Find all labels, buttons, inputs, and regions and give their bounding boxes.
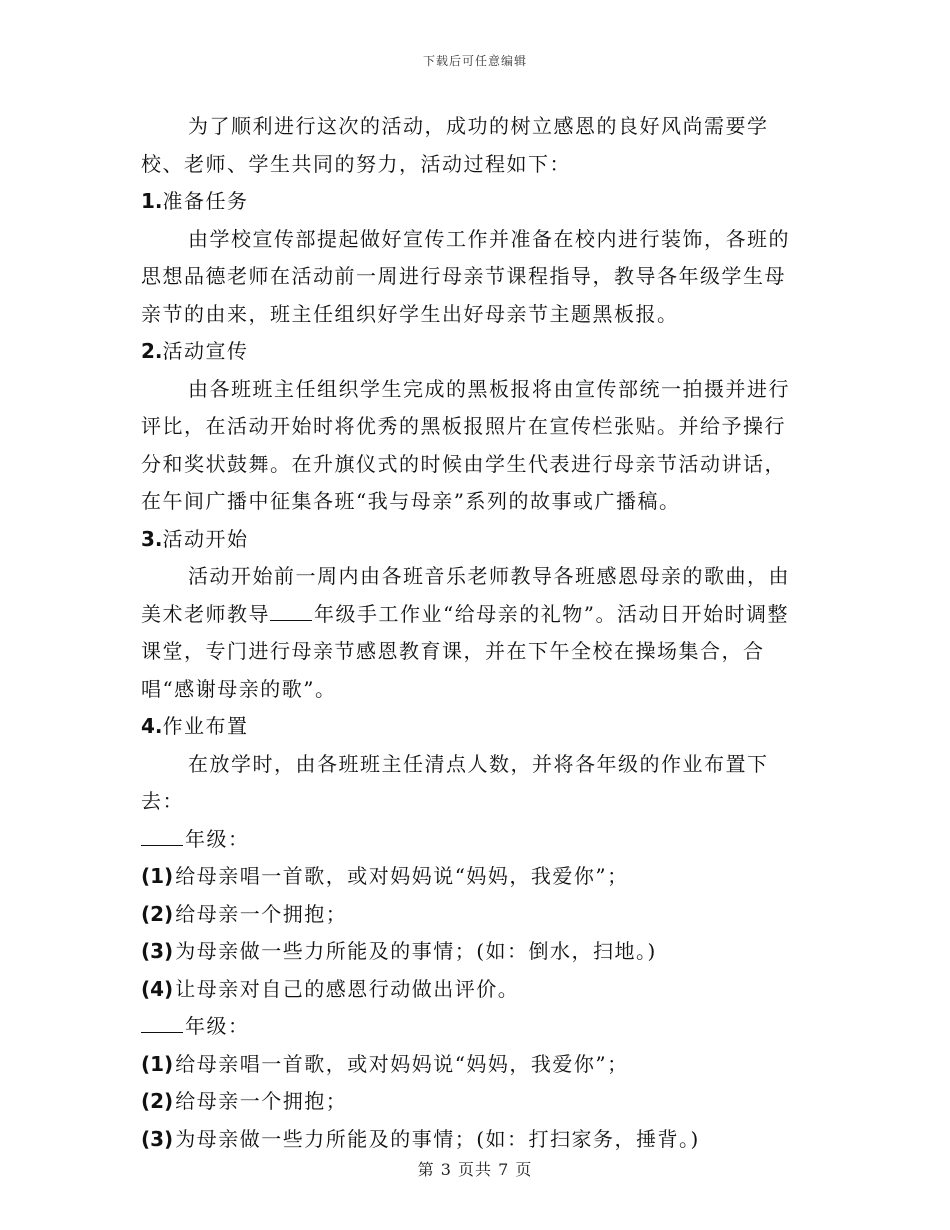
fill-in-blank — [141, 827, 183, 846]
section-heading — [141, 333, 803, 371]
item-number: (1) — [141, 1051, 174, 1076]
item-number: (3) — [141, 939, 174, 963]
section-title: 活动开始 — [162, 526, 249, 551]
section-number: 4. — [141, 714, 163, 738]
item-number: (3) — [141, 1126, 174, 1151]
grade-label-text: 年级： — [185, 1014, 250, 1038]
item-number: (2) — [141, 1089, 174, 1113]
document-body — [141, 108, 803, 1158]
section-number: 3. — [141, 526, 163, 551]
section-number: 2. — [141, 339, 163, 363]
item-text: 让母亲对自己的感恩行动做出评价。 — [175, 976, 520, 1001]
section-heading — [141, 521, 803, 559]
paragraph-text: 活动开始前一周内由各班音乐老师教导各班感恩母亲的歌曲，由美术老师教导 — [141, 564, 790, 626]
section-title: 准备任务 — [162, 189, 249, 213]
page-header: 下载后可任意编辑 — [422, 54, 527, 68]
section-heading — [141, 183, 803, 221]
item-number: (2) — [141, 901, 174, 926]
section-paragraph — [141, 558, 803, 708]
list-item — [141, 1083, 803, 1121]
item-text: 给母亲一个拥抱； — [175, 901, 348, 926]
list-item — [141, 971, 803, 1009]
grade-label-text: 年级： — [185, 826, 250, 851]
grade-label — [141, 1008, 803, 1046]
section-heading — [141, 708, 803, 746]
section-paragraph: 在放学时，由各班班主任清点人数，并将各年级的作业布置下去： — [141, 751, 769, 813]
page-footer: 第 3 页共 7 页 — [417, 1160, 533, 1179]
item-text: 给母亲唱一首歌，或对妈妈说“妈妈，我爱你”； — [175, 864, 629, 888]
section-title: 活动宣传 — [162, 339, 249, 363]
list-item — [141, 1121, 803, 1159]
item-text: 给母亲一个拥抱； — [175, 1089, 348, 1113]
list-item — [141, 896, 803, 934]
fill-in-blank — [270, 602, 312, 621]
section-number: 1. — [141, 189, 163, 213]
grade-label — [141, 821, 803, 859]
item-number: (1) — [141, 864, 174, 888]
section-paragraph: 由学校宣传部提起做好宣传工作并准备在校内进行装饰，各班的思想品德老师在活动前一周进行母亲节课程指导，教导各年级学生母亲节的由来，班主任组织好学生出好母亲节主题黑板报。 — [141, 226, 790, 326]
paragraph-text: 年级手工作业“给母亲的礼物”。活动日开始时调整课堂，专门进行母亲节感恩教育课，并在下午全校在操场集合，合唱“感谢母亲的歌”。 — [141, 601, 789, 701]
list-item — [141, 858, 803, 896]
section-title: 作业布置 — [162, 714, 249, 738]
item-text: 为母亲做一些力所能及的事情；(如：打扫家务，捶背。) — [175, 1126, 700, 1151]
intro-paragraph: 为了顺利进行这次的活动，成功的树立感恩的良好风尚需要学校、老师、学生共同的努力，活动过程如下： — [141, 114, 769, 176]
item-text: 给母亲唱一首歌，或对妈妈说“妈妈，我爱你”； — [175, 1051, 629, 1076]
item-text: 为母亲做一些力所能及的事情；(如：倒水，扫地。) — [175, 939, 657, 963]
list-item — [141, 933, 803, 971]
section-paragraph: 由各班班主任组织学生完成的黑板报将由宣传部统一拍摄并进行评比，在活动开始时将优秀的黑板报照片在宣传栏张贴。并给予操行分和奖状鼓舞。在升旗仪式的时候由学生代表进行母亲节活动讲话，在午间广播中征集各班“我与母亲”系列的故事或广播稿。 — [141, 376, 790, 513]
list-item — [141, 1046, 803, 1084]
fill-in-blank — [141, 1014, 183, 1033]
item-number: (4) — [141, 976, 174, 1001]
